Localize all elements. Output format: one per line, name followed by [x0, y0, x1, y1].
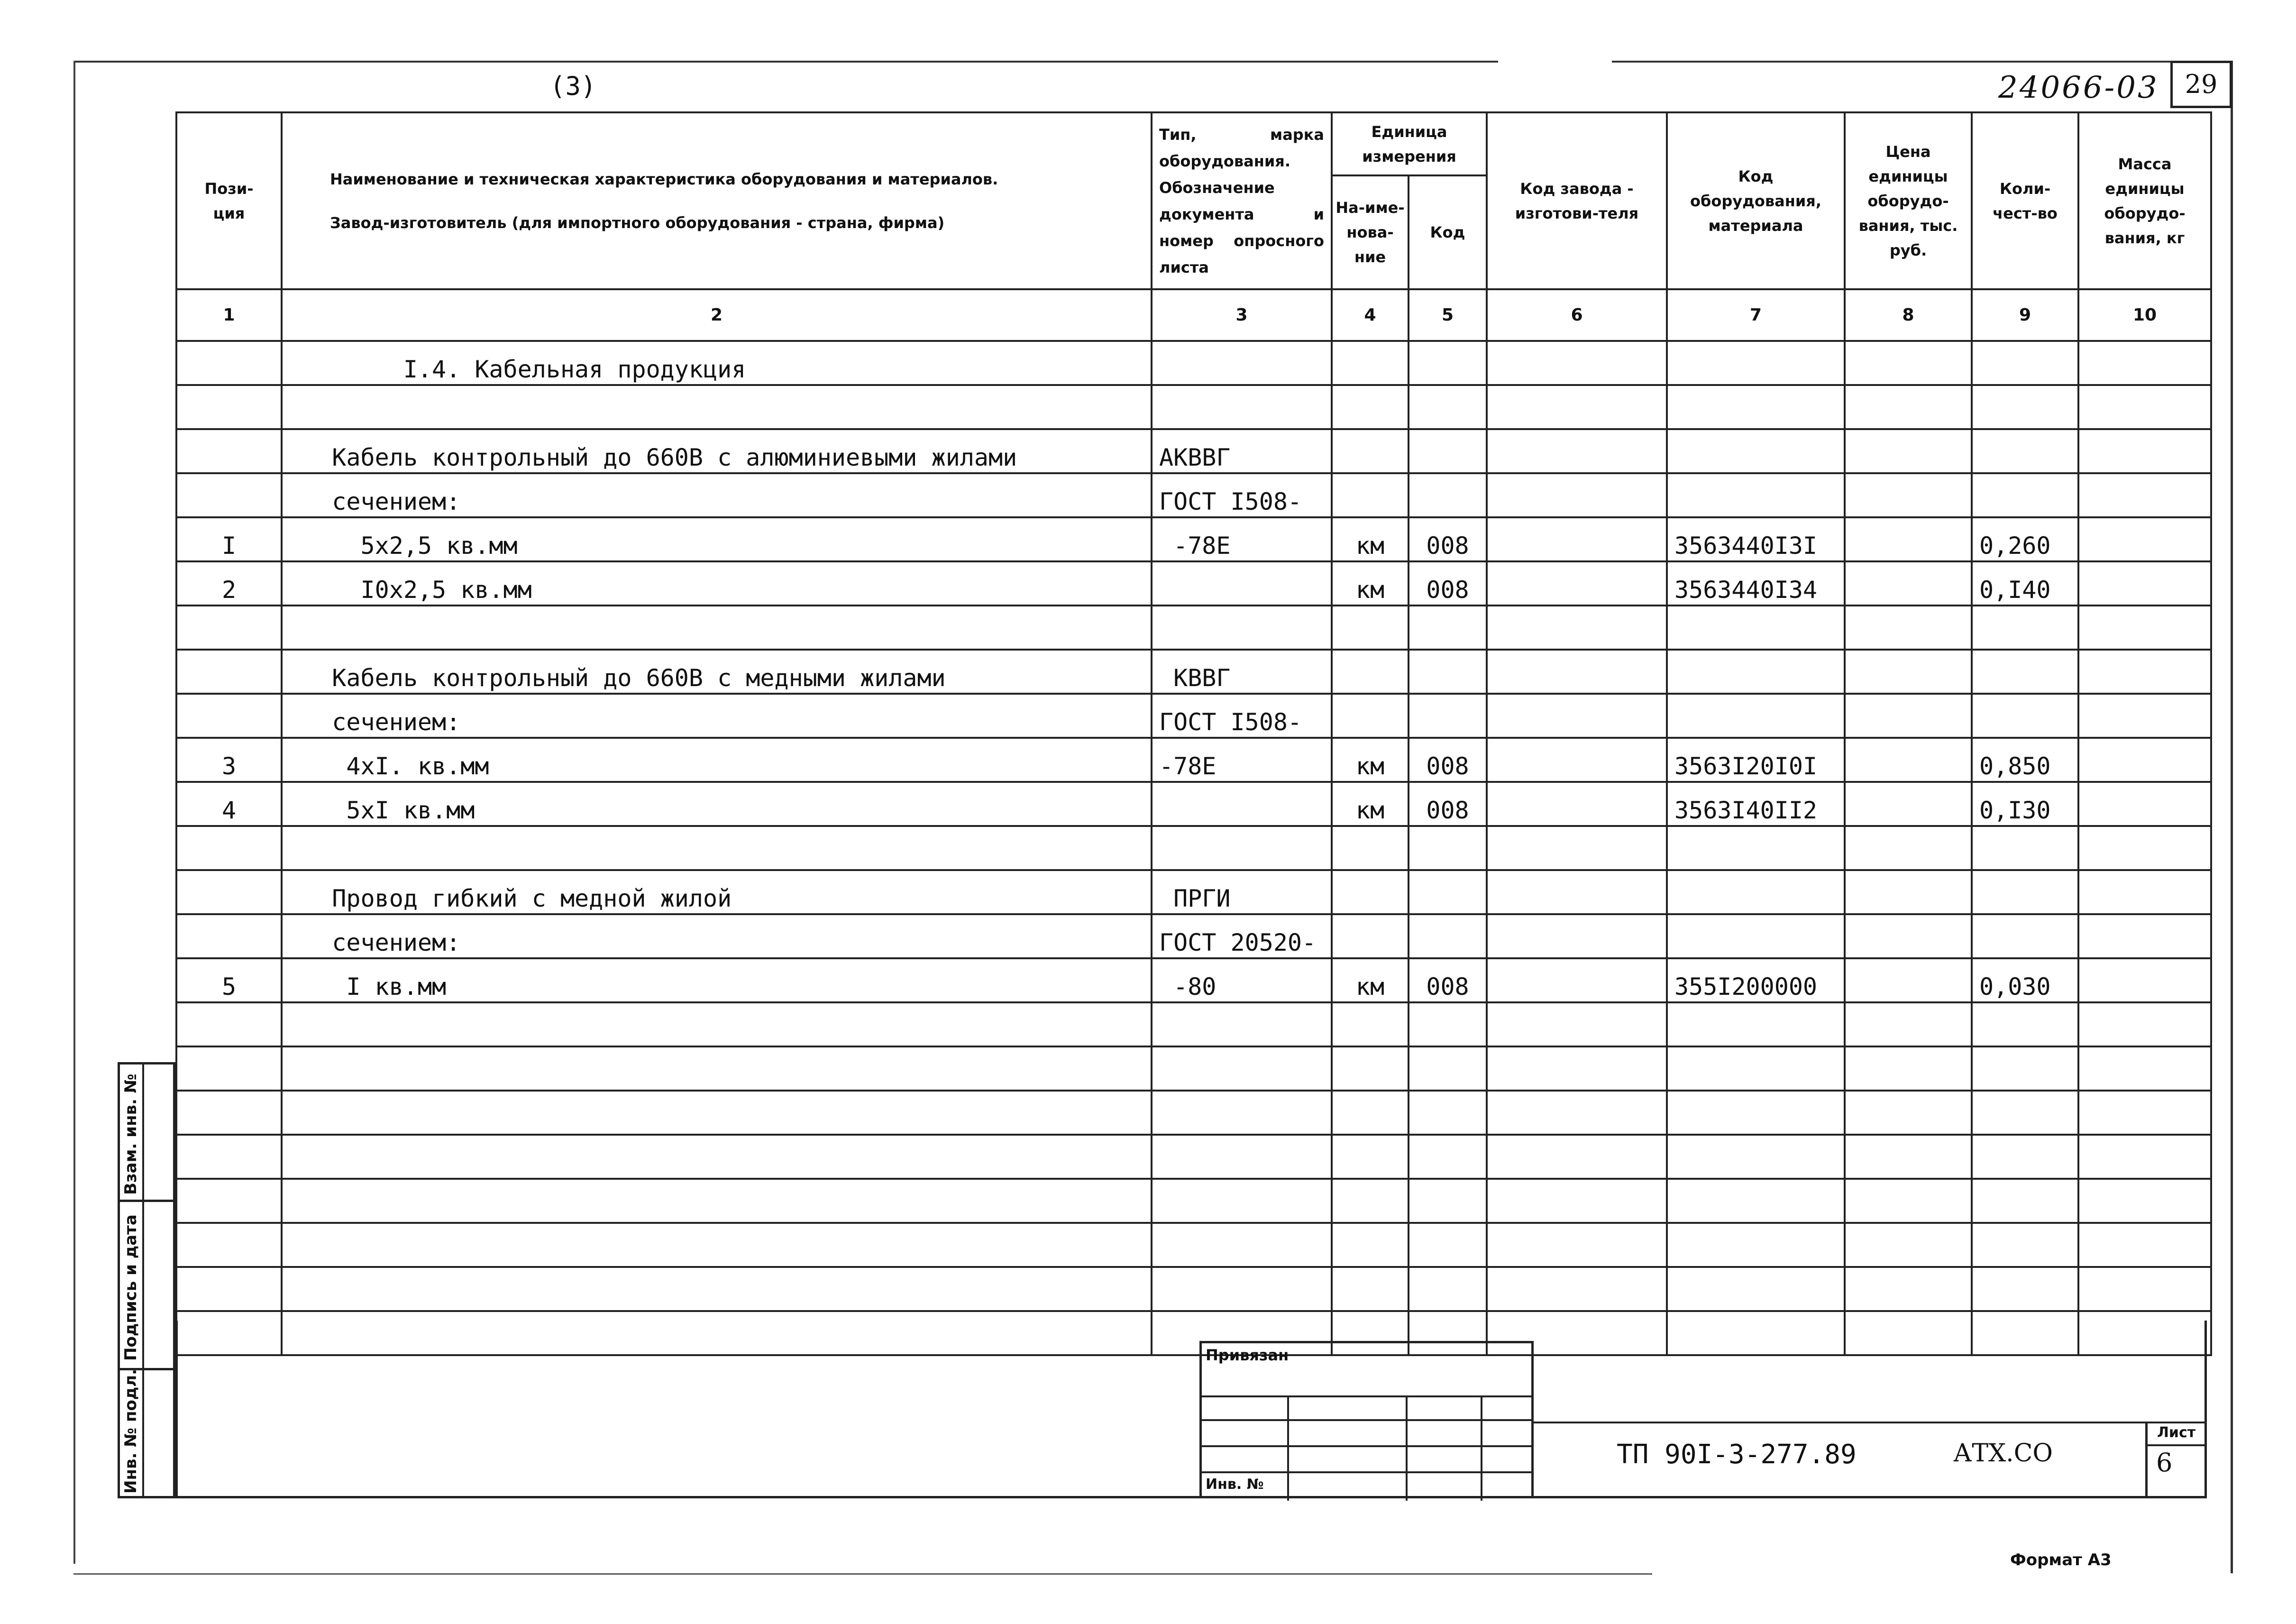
cell-type: ГОСТ 20520-: [1152, 914, 1332, 958]
cell-price: [1845, 958, 1972, 1002]
cell-equipment-code: [1667, 870, 1845, 914]
frame-left-line: [73, 61, 75, 1564]
cell-price: [1845, 1091, 1972, 1135]
column-number: 2: [282, 289, 1152, 341]
cell-price: [1845, 870, 1972, 914]
cell-type: [1152, 1267, 1332, 1311]
cell-unit-code: [1409, 650, 1487, 694]
cell-quantity: [1972, 385, 2078, 429]
cell-unit-code: [1409, 385, 1487, 429]
cell-unit-code: [1409, 606, 1487, 650]
cell-unit-code: 008: [1409, 738, 1487, 782]
side-stamp-sep-1: [118, 1200, 175, 1202]
cell-plant-code: [1487, 561, 1667, 606]
cell-unit-code: 008: [1409, 561, 1487, 606]
cell-equipment-code: [1667, 694, 1845, 738]
cell-position: [176, 1091, 282, 1135]
cell-unit-code: [1409, 1179, 1487, 1223]
cell-mass: [2078, 1267, 2211, 1311]
cell-position: [176, 1046, 282, 1091]
cell-mass: [2078, 1002, 2211, 1046]
cell-unit: [1332, 1046, 1409, 1091]
cell-position: [176, 1267, 282, 1311]
cell-name: [282, 1046, 1152, 1091]
side-stamp-divider: [142, 1062, 144, 1498]
cell-unit: [1332, 694, 1409, 738]
cell-quantity: [1972, 826, 2078, 870]
cell-type: -78Е: [1152, 517, 1332, 561]
column-number: 1: [176, 289, 282, 341]
cell-type: [1152, 782, 1332, 826]
specification-table: [175, 111, 2212, 1356]
cell-type: [1152, 1046, 1332, 1091]
cell-unit: [1332, 1179, 1409, 1223]
cell-quantity: [1972, 914, 2078, 958]
table-row: [176, 1091, 2211, 1135]
cell-unit-code: [1409, 1223, 1487, 1267]
column-number: 3: [1152, 289, 1332, 341]
cell-mass: [2078, 914, 2211, 958]
cell-type: ГОСТ I508-: [1152, 473, 1332, 517]
cell-quantity: [1972, 870, 2078, 914]
cell-mass: [2078, 429, 2211, 473]
cell-plant-code: [1487, 782, 1667, 826]
table-row: [176, 782, 2211, 826]
cell-price: [1845, 429, 1972, 473]
stamp-inv-label: Инв. №: [1206, 1476, 1264, 1493]
cell-position: [176, 1135, 282, 1179]
cell-unit: [1332, 650, 1409, 694]
cell-equipment-code: 3563I20I0I: [1667, 738, 1845, 782]
frame-bottom-line: [73, 1573, 1652, 1575]
cell-name: сечением:: [282, 694, 1152, 738]
table-row: [176, 429, 2211, 473]
stamp-sheet-box: [2145, 1422, 2207, 1498]
stamp-outer: [175, 1321, 2207, 1498]
cell-unit-code: 008: [1409, 782, 1487, 826]
frame-top-line-right: [1612, 61, 2171, 63]
stamp-attached-box: [1199, 1341, 1534, 1498]
cell-unit-code: [1409, 473, 1487, 517]
cell-unit-code: [1409, 870, 1487, 914]
cell-quantity: [1972, 1046, 2078, 1091]
cell-name: [282, 1091, 1152, 1135]
cell-quantity: [1972, 694, 2078, 738]
table-row: [176, 958, 2211, 1002]
cell-mass: [2078, 385, 2211, 429]
cell-plant-code: [1487, 473, 1667, 517]
cell-unit-code: [1409, 826, 1487, 870]
column-number: 6: [1487, 289, 1667, 341]
column-number: 8: [1845, 289, 1972, 341]
stamp-designation: ТП 90I-3-277.89: [1617, 1439, 1857, 1470]
cell-name: 5xI кв.мм: [282, 782, 1152, 826]
cell-type: КВВГ: [1152, 650, 1332, 694]
cell-plant-code: [1487, 385, 1667, 429]
cell-quantity: [1972, 1179, 2078, 1223]
cell-plant-code: [1487, 1091, 1667, 1135]
cell-equipment-code: [1667, 826, 1845, 870]
cell-position: [176, 341, 282, 385]
cell-name: I кв.мм: [282, 958, 1152, 1002]
header-price: Цена единицы оборудо-вания, тыс. руб.: [1845, 112, 1972, 289]
cell-quantity: [1972, 1223, 2078, 1267]
cell-unit: км: [1332, 958, 1409, 1002]
table-row: [176, 517, 2211, 561]
cell-unit: [1332, 606, 1409, 650]
cell-name: Провод гибкий с медной жилой: [282, 870, 1152, 914]
cell-mass: [2078, 341, 2211, 385]
table-row: [176, 1267, 2211, 1311]
cell-quantity: [1972, 650, 2078, 694]
cell-mass: [2078, 473, 2211, 517]
cell-equipment-code: [1667, 1135, 1845, 1179]
cell-quantity: 0,I40: [1972, 561, 2078, 606]
cell-price: [1845, 341, 1972, 385]
cell-name: [282, 1135, 1152, 1179]
cell-mass: [2078, 738, 2211, 782]
cell-quantity: [1972, 606, 2078, 650]
cell-plant-code: [1487, 650, 1667, 694]
stamp-title-line: [1534, 1422, 2207, 1423]
cell-unit-code: [1409, 341, 1487, 385]
cell-type: [1152, 826, 1332, 870]
header-position: Пози- ция: [176, 112, 282, 289]
cell-name: [282, 826, 1152, 870]
table-row: [176, 826, 2211, 870]
frame-top-line: [73, 61, 1498, 63]
cell-plant-code: [1487, 429, 1667, 473]
table-row: [176, 473, 2211, 517]
cell-quantity: 0,I30: [1972, 782, 2078, 826]
header-equipment-code: Код оборудования, материала: [1667, 112, 1845, 289]
header-mass: Масса единицы оборудо-вания, кг: [2078, 112, 2211, 289]
table-row: [176, 1223, 2211, 1267]
cell-type: ПРГИ: [1152, 870, 1332, 914]
cell-unit: [1332, 341, 1409, 385]
table-row: [176, 738, 2211, 782]
cell-price: [1845, 473, 1972, 517]
cell-quantity: [1972, 1091, 2078, 1135]
cell-mass: [2078, 1091, 2211, 1135]
table-row: [176, 870, 2211, 914]
stamp-attached-label: Привязан: [1206, 1346, 1289, 1364]
column-number: 9: [1972, 289, 2078, 341]
cell-price: [1845, 1135, 1972, 1179]
cell-unit: км: [1332, 738, 1409, 782]
cell-position: 4: [176, 782, 282, 826]
cell-quantity: [1972, 473, 2078, 517]
cell-type: АКВВГ: [1152, 429, 1332, 473]
column-number: 10: [2078, 289, 2211, 341]
table-row: [176, 1179, 2211, 1223]
cell-equipment-code: 3563I40II2: [1667, 782, 1845, 826]
cell-equipment-code: 3563440I34: [1667, 561, 1845, 606]
cell-equipment-code: [1667, 341, 1845, 385]
cell-position: [176, 473, 282, 517]
cell-equipment-code: [1667, 650, 1845, 694]
cell-mass: [2078, 694, 2211, 738]
cell-type: [1152, 385, 1332, 429]
cell-mass: [2078, 606, 2211, 650]
table-row: [176, 341, 2211, 385]
cell-price: [1845, 1267, 1972, 1311]
table-row: [176, 385, 2211, 429]
side-label-inv-podl: Инв. № подл.: [121, 1368, 140, 1494]
cell-plant-code: [1487, 1002, 1667, 1046]
table-row: [176, 1135, 2211, 1179]
cell-mass: [2078, 958, 2211, 1002]
side-label-podpis: Подпись и дата: [121, 1214, 140, 1361]
cell-price: [1845, 650, 1972, 694]
cell-price: [1845, 1223, 1972, 1267]
document-number-handwritten: 24066-03: [1998, 70, 2159, 105]
stamp-code: АТХ.СО: [1953, 1439, 2053, 1468]
cell-unit: [1332, 826, 1409, 870]
cell-unit-code: [1409, 429, 1487, 473]
column-number: 4: [1332, 289, 1409, 341]
cell-equipment-code: [1667, 1223, 1845, 1267]
cell-unit-code: [1409, 914, 1487, 958]
cell-name: 5x2,5 кв.мм: [282, 517, 1152, 561]
cell-plant-code: [1487, 341, 1667, 385]
cell-mass: [2078, 870, 2211, 914]
cell-position: [176, 826, 282, 870]
cell-equipment-code: 3563440I3I: [1667, 517, 1845, 561]
cell-type: [1152, 561, 1332, 606]
cell-plant-code: [1487, 958, 1667, 1002]
cell-name: Кабель контрольный до 660В с медными жилами: [282, 650, 1152, 694]
cell-position: [176, 1002, 282, 1046]
cell-plant-code: [1487, 517, 1667, 561]
page-number: 29: [2185, 69, 2218, 99]
cell-plant-code: [1487, 914, 1667, 958]
page-number-box: [2170, 61, 2232, 108]
cell-type: [1152, 1091, 1332, 1135]
cell-type: [1152, 341, 1332, 385]
cell-price: [1845, 517, 1972, 561]
cell-price: [1845, 1046, 1972, 1091]
cell-unit: км: [1332, 782, 1409, 826]
column-number: 7: [1667, 289, 1845, 341]
cell-plant-code: [1487, 738, 1667, 782]
cell-name: [282, 1179, 1152, 1223]
cell-quantity: 0,030: [1972, 958, 2078, 1002]
cell-equipment-code: [1667, 385, 1845, 429]
cell-name: сечением:: [282, 914, 1152, 958]
cell-name: [282, 1002, 1152, 1046]
cell-position: [176, 606, 282, 650]
cell-type: [1152, 1135, 1332, 1179]
cell-plant-code: [1487, 1267, 1667, 1311]
header-plant-code: Код завода - изготови-теля: [1487, 112, 1667, 289]
cell-position: 5: [176, 958, 282, 1002]
cell-name: [282, 1267, 1152, 1311]
cell-mass: [2078, 826, 2211, 870]
cell-name: I0x2,5 кв.мм: [282, 561, 1152, 606]
cell-mass: [2078, 1046, 2211, 1091]
cell-equipment-code: [1667, 1091, 1845, 1135]
cell-unit: [1332, 429, 1409, 473]
table-row: [176, 694, 2211, 738]
table-row: [176, 1046, 2211, 1091]
cell-quantity: [1972, 1267, 2078, 1311]
cell-position: [176, 914, 282, 958]
cell-type: [1152, 1223, 1332, 1267]
cell-type: ГОСТ I508-: [1152, 694, 1332, 738]
cell-position: [176, 694, 282, 738]
cell-price: [1845, 694, 1972, 738]
cell-unit: [1332, 385, 1409, 429]
stamp-sheet-label: Лист: [2157, 1424, 2196, 1441]
cell-mass: [2078, 1179, 2211, 1223]
cell-position: [176, 650, 282, 694]
stamp-sheet-number: 6: [2156, 1448, 2173, 1477]
cell-unit: [1332, 914, 1409, 958]
cell-quantity: 0,260: [1972, 517, 2078, 561]
cell-name: Кабель контрольный до 660В с алюминиевыми жилами: [282, 429, 1152, 473]
header-unit-name: На-име-нова-ние: [1332, 175, 1409, 289]
cell-name: [282, 385, 1152, 429]
cell-mass: [2078, 561, 2211, 606]
cell-unit-code: [1409, 694, 1487, 738]
cell-equipment-code: [1667, 1179, 1845, 1223]
cell-quantity: [1972, 1002, 2078, 1046]
cell-equipment-code: [1667, 914, 1845, 958]
table-row: [176, 1002, 2211, 1046]
cell-price: [1845, 738, 1972, 782]
header-unit-group: Единица измерения: [1332, 112, 1487, 175]
cell-unit: км: [1332, 561, 1409, 606]
cell-plant-code: [1487, 826, 1667, 870]
side-label-vzam: Взам. инв. №: [121, 1073, 140, 1195]
cell-position: 3: [176, 738, 282, 782]
cell-plant-code: [1487, 1223, 1667, 1267]
cell-mass: [2078, 782, 2211, 826]
cell-equipment-code: [1667, 1002, 1845, 1046]
header-quantity: Коли-чест-во: [1972, 112, 2078, 289]
table-row: [176, 606, 2211, 650]
cell-price: [1845, 826, 1972, 870]
cell-mass: [2078, 1135, 2211, 1179]
cell-quantity: [1972, 429, 2078, 473]
cell-quantity: 0,850: [1972, 738, 2078, 782]
cell-unit: [1332, 870, 1409, 914]
cell-mass: [2078, 517, 2211, 561]
cell-price: [1845, 561, 1972, 606]
cell-name: I.4. Кабельная продукция: [282, 341, 1152, 385]
cell-name: 4xI. кв.мм: [282, 738, 1152, 782]
cell-mass: [2078, 650, 2211, 694]
cell-unit: [1332, 1135, 1409, 1179]
cell-name: сечением:: [282, 473, 1152, 517]
cell-unit: км: [1332, 517, 1409, 561]
table-row: [176, 650, 2211, 694]
cell-position: [176, 429, 282, 473]
cell-plant-code: [1487, 606, 1667, 650]
frame-right-line: [2231, 61, 2233, 1573]
cell-unit: [1332, 1267, 1409, 1311]
cell-mass: [2078, 1223, 2211, 1267]
cell-plant-code: [1487, 1046, 1667, 1091]
cell-unit: [1332, 1223, 1409, 1267]
header-unit-code: Код: [1409, 175, 1487, 289]
format-label: Формат А3: [2010, 1551, 2112, 1569]
cell-unit-code: [1409, 1046, 1487, 1091]
cell-name: [282, 606, 1152, 650]
cell-unit: [1332, 473, 1409, 517]
cell-unit-code: [1409, 1267, 1487, 1311]
cell-type: -78Е: [1152, 738, 1332, 782]
cell-equipment-code: 355I200000: [1667, 958, 1845, 1002]
cell-name: [282, 1223, 1152, 1267]
cell-position: [176, 1223, 282, 1267]
cell-equipment-code: [1667, 1267, 1845, 1311]
header-name: Наименование и техническая характеристика оборудования и материалов. Завод-изготовитель (для импортного оборудования - страна, фирма): [282, 112, 1152, 289]
cell-unit-code: 008: [1409, 958, 1487, 1002]
cell-equipment-code: [1667, 429, 1845, 473]
cell-equipment-code: [1667, 606, 1845, 650]
cell-price: [1845, 914, 1972, 958]
cell-type: [1152, 1179, 1332, 1223]
cell-quantity: [1972, 1135, 2078, 1179]
cell-position: 2: [176, 561, 282, 606]
column-number: 5: [1409, 289, 1487, 341]
cell-price: [1845, 1002, 1972, 1046]
cell-plant-code: [1487, 694, 1667, 738]
cell-price: [1845, 782, 1972, 826]
cell-position: [176, 1179, 282, 1223]
cell-unit-code: [1409, 1002, 1487, 1046]
cell-position: [176, 870, 282, 914]
table-row: [176, 914, 2211, 958]
cell-type: [1152, 1002, 1332, 1046]
cell-equipment-code: [1667, 1046, 1845, 1091]
cell-plant-code: [1487, 1135, 1667, 1179]
cell-type: -80: [1152, 958, 1332, 1002]
cell-equipment-code: [1667, 473, 1845, 517]
cell-position: I: [176, 517, 282, 561]
cell-plant-code: [1487, 870, 1667, 914]
cell-quantity: [1972, 341, 2078, 385]
cell-position: [176, 385, 282, 429]
cell-unit-code: [1409, 1135, 1487, 1179]
cell-plant-code: [1487, 1179, 1667, 1223]
cell-price: [1845, 606, 1972, 650]
cell-unit: [1332, 1002, 1409, 1046]
cell-type: [1152, 606, 1332, 650]
table-row: [176, 561, 2211, 606]
cell-unit-code: [1409, 1091, 1487, 1135]
cell-price: [1845, 385, 1972, 429]
cell-unit: [1332, 1091, 1409, 1135]
section-mark: (3): [550, 71, 596, 101]
cell-unit-code: 008: [1409, 517, 1487, 561]
cell-price: [1845, 1179, 1972, 1223]
header-type: Тип, марка оборудования. Обозначение документа и номер опросного листа: [1152, 112, 1332, 289]
